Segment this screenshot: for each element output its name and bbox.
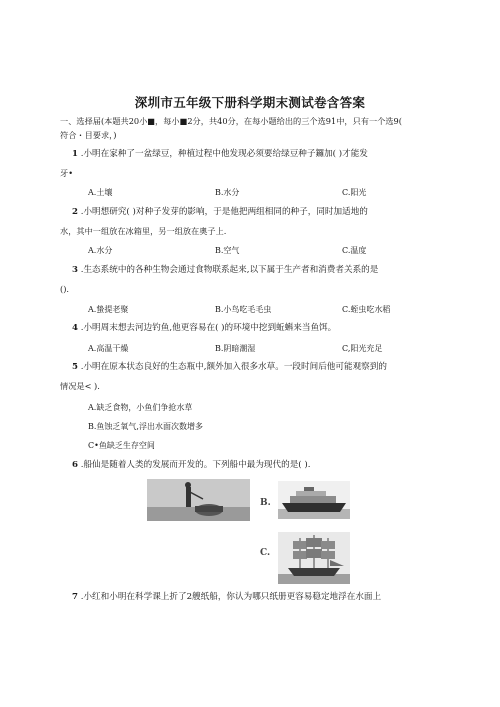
figure-b-label: B.	[260, 498, 271, 508]
question-1-text-cont: 牙•	[60, 168, 74, 178]
q4-option-c: C,阳光充足	[342, 344, 383, 353]
question-text: .小明周末想去河边钓鱼,他更容易在( )的环境中挖到蚯蝌来当鱼饵。	[80, 323, 337, 333]
q5-option-a: A.缺乏食物，小鱼们争抢水草	[88, 403, 193, 412]
q3-option-a: A.蛰提老聚	[88, 305, 129, 314]
question-1-text	[72, 149, 368, 160]
question-5-text-cont: 情况是< ).	[60, 381, 100, 391]
figure-b-cruise-ship-image	[278, 481, 350, 519]
q3-option-c: C.蛭虫吃水稻	[342, 305, 391, 314]
question-2-text-cont: 水，其中一组放在冰箱里，另一组放在奧子上.	[60, 226, 227, 236]
q2-option-b: B.空气	[215, 246, 240, 255]
q1-option-b: B.水分	[215, 188, 240, 197]
question-text: .小红和小明在科学课上折了2艘纸船，你认为哪只纸册更容易稳定地浮在水面上	[80, 592, 382, 602]
q5-option-c: C•鱼缺乏生存空间	[88, 441, 155, 450]
q5-option-b: B.鱼蚀乏氧气,浮出水面次数增多	[88, 422, 203, 431]
instructions-line-1: 一、选择届(本题共20小■，每小■2分，共40分，在每小题给出的三个选91中，只有一个选9(	[60, 116, 402, 126]
question-text: .小明想研究( )对种子发芽的影响，于是他把两组相同的种子，同时加适地的	[80, 207, 368, 217]
raft-illustration	[147, 479, 250, 521]
sailing-ship-illustration	[278, 532, 350, 584]
question-number: 4	[72, 323, 78, 333]
figure-c-sailing-ship-image	[278, 532, 350, 584]
q3-option-b: B.小鸟吃毛毛虫	[215, 305, 272, 314]
figure-c-label: C.	[260, 548, 271, 558]
instructions-line-2: 符合・目要求，)	[60, 130, 117, 140]
question-number: 5	[72, 362, 78, 372]
question-3-text	[72, 265, 378, 276]
q4-option-b: B.阴暗潮湿	[215, 344, 256, 353]
question-3-text-cont: ().	[60, 284, 69, 294]
question-2-text	[72, 207, 368, 218]
question-text: .船仙是随着人类的发展而开发的。下列船中最为现代的是( ).	[80, 460, 311, 470]
question-4-text	[72, 323, 336, 334]
question-text: .小明在家种了一盆绿豆，种植过程中他发现必须要给绿豆种子鑼加( )才能发	[80, 149, 368, 159]
question-number: 2	[72, 207, 78, 217]
cruise-ship-illustration	[278, 481, 350, 519]
question-text: .生态系统中的各种生物会通过食物联系起来,以下属于生产者和消费者关系的是	[80, 265, 379, 275]
q1-option-a: A.土壤	[88, 188, 113, 197]
question-number: 1	[72, 149, 78, 159]
question-5-text	[72, 362, 387, 373]
q2-option-a: A.水分	[88, 246, 113, 255]
question-text: .小明在原本状态良好的生态瓶中,额外加入很多水草。一段时间后他可能观察到的	[80, 362, 387, 372]
q1-option-c: C.阳光	[342, 188, 367, 197]
q4-option-a: A.高温干燥	[88, 344, 129, 353]
page-title: 深圳市五年级下册科学期末测试卷含答案	[134, 95, 366, 110]
q2-option-c: C.温度	[342, 246, 367, 255]
question-7-text	[72, 592, 381, 603]
question-number: 3	[72, 265, 78, 275]
question-number: 6	[72, 460, 78, 470]
question-6-text	[72, 460, 310, 471]
figure-a-raft-image	[147, 479, 250, 521]
question-number: 7	[72, 592, 78, 602]
